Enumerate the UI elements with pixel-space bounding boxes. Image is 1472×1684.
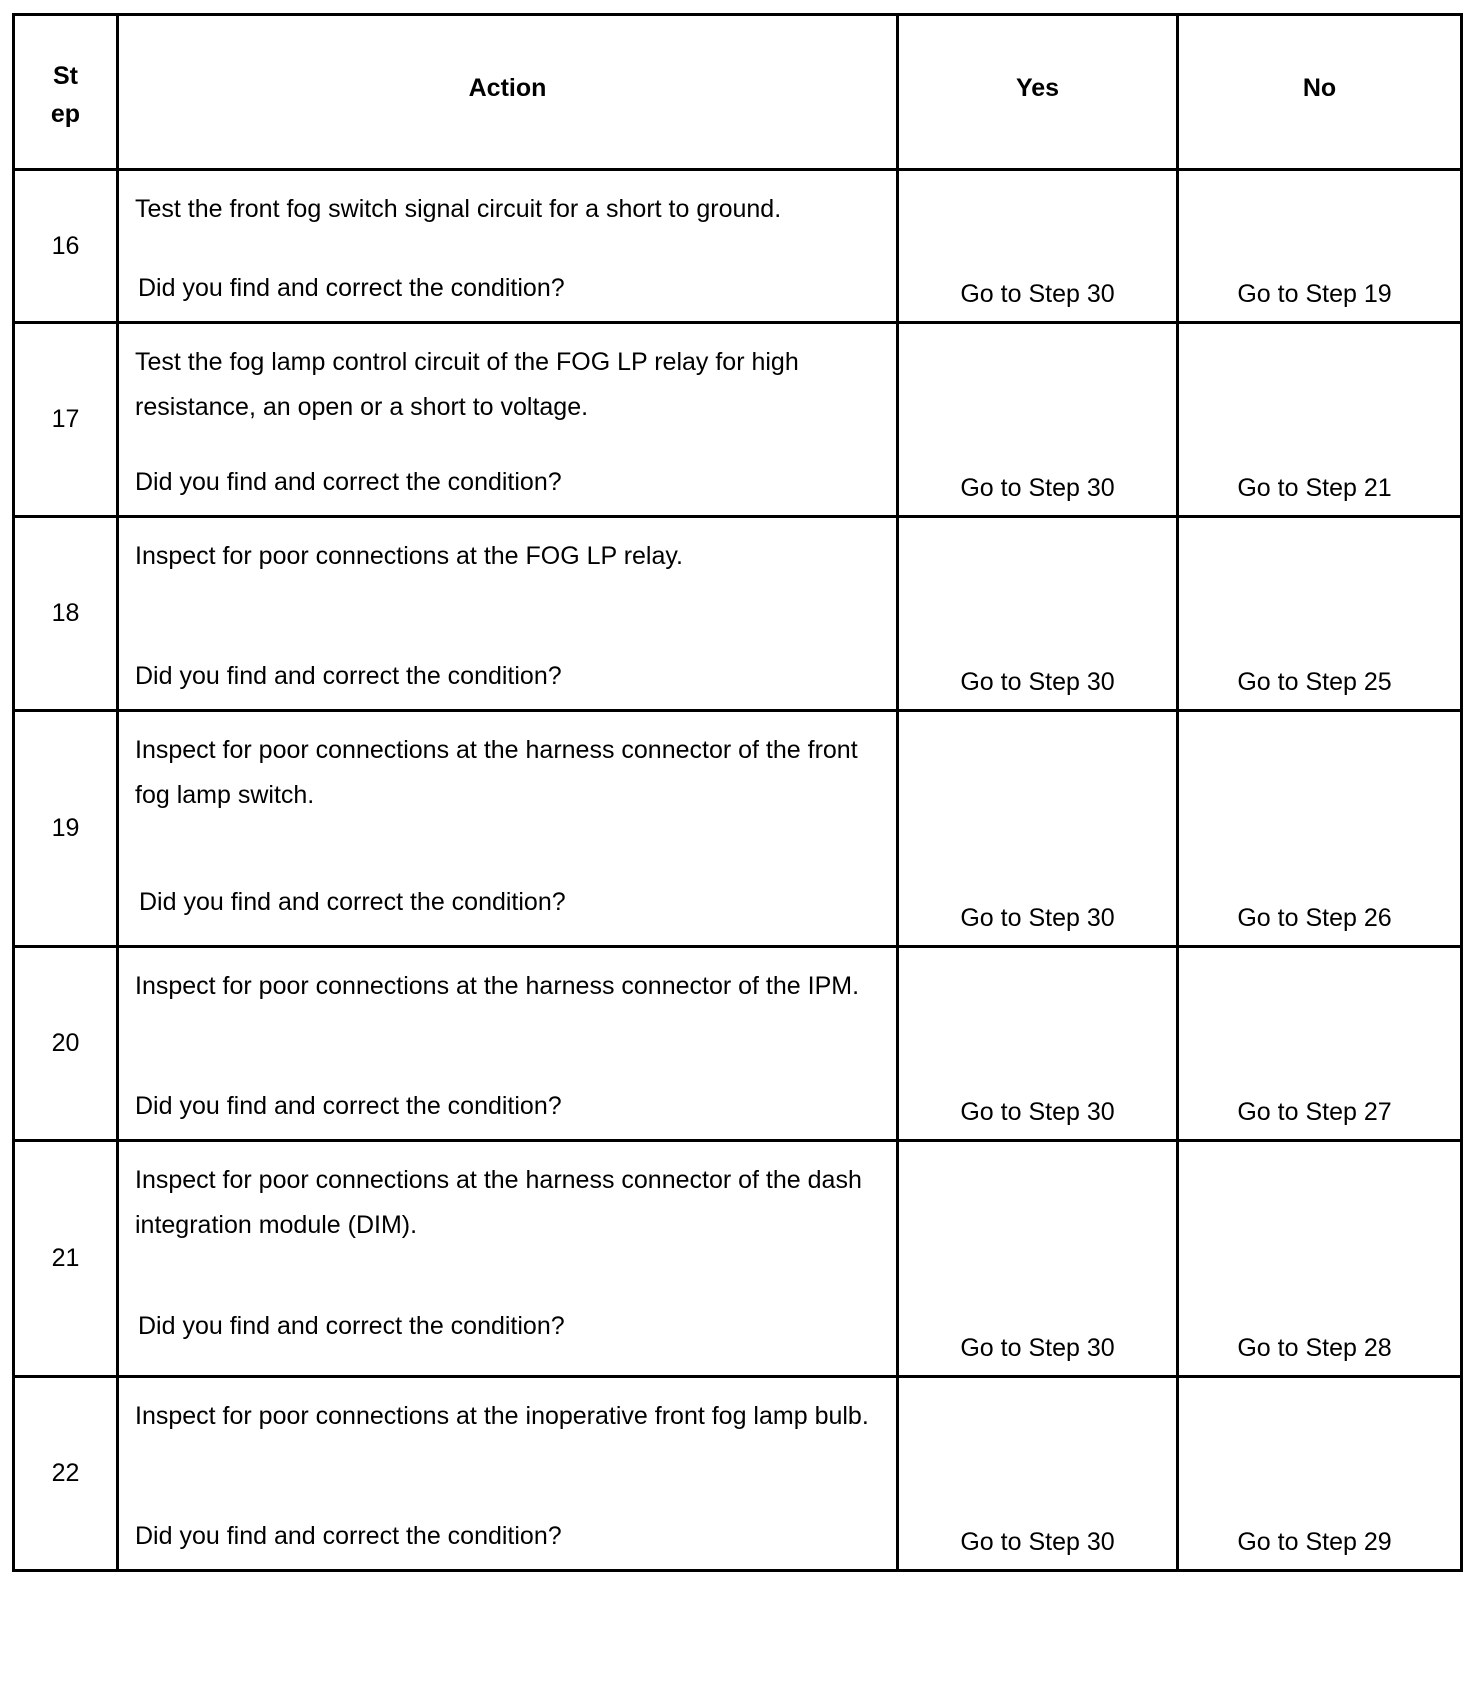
yes-result: Go to Step 30 [898, 1141, 1178, 1377]
table-row [14, 517, 1462, 711]
yes-result: Go to Step 30 [898, 1377, 1178, 1571]
table-row [14, 1377, 1462, 1571]
step-number: 18 [14, 517, 118, 711]
header-action: Action [118, 15, 898, 170]
table-row [14, 323, 1462, 517]
no-result: Go to Step 27 [1178, 947, 1462, 1141]
step-number: 16 [14, 170, 118, 323]
action-cell [118, 323, 898, 517]
no-result: Go to Step 26 [1178, 711, 1462, 947]
action-cell [118, 1141, 898, 1377]
no-result: Go to Step 29 [1178, 1377, 1462, 1571]
action-text: Test the fog lamp control circuit of the FOG LP relay for high resistance, an open or a short to voltage. [135, 348, 799, 421]
yes-result: Go to Step 30 [898, 711, 1178, 947]
action-question: Did you find and correct the condition? [139, 888, 566, 916]
no-result: Go to Step 19 [1178, 170, 1462, 323]
action-text: Test the front fog switch signal circuit for a short to ground. [135, 195, 782, 223]
action-question: Did you find and correct the condition? [135, 1522, 562, 1550]
yes-result: Go to Step 30 [898, 170, 1178, 323]
action-cell [118, 517, 898, 711]
no-result: Go to Step 25 [1178, 517, 1462, 711]
action-question: Did you find and correct the condition? [138, 1312, 565, 1340]
step-number: 17 [14, 323, 118, 517]
no-result: Go to Step 21 [1178, 323, 1462, 517]
step-number: 21 [14, 1141, 118, 1377]
diagnostic-table [12, 13, 1463, 1572]
yes-result: Go to Step 30 [898, 947, 1178, 1141]
action-cell [118, 711, 898, 947]
action-question: Did you find and correct the condition? [135, 468, 562, 496]
action-text: Inspect for poor connections at the inoperative front fog lamp bulb. [135, 1402, 869, 1430]
action-cell [118, 947, 898, 1141]
header-row [14, 15, 1462, 170]
header-step-line1: St [53, 62, 78, 90]
header-step [14, 15, 118, 170]
table-row [14, 1141, 1462, 1377]
action-cell [118, 170, 898, 323]
action-text: Inspect for poor connections at the harness connector of the IPM. [135, 972, 860, 1000]
step-number: 22 [14, 1377, 118, 1571]
action-text: Inspect for poor connections at the harness connector of the front fog lamp switch. [135, 736, 858, 809]
table-row [14, 170, 1462, 323]
table-row [14, 947, 1462, 1141]
step-number: 19 [14, 711, 118, 947]
action-cell [118, 1377, 898, 1571]
action-question: Did you find and correct the condition? [135, 662, 562, 690]
header-no: No [1178, 15, 1462, 170]
action-question: Did you find and correct the condition? [138, 274, 565, 302]
yes-result: Go to Step 30 [898, 517, 1178, 711]
action-question: Did you find and correct the condition? [135, 1092, 562, 1120]
table-row [14, 711, 1462, 947]
step-number: 20 [14, 947, 118, 1141]
action-text: Inspect for poor connections at the FOG LP relay. [135, 542, 683, 570]
no-result: Go to Step 28 [1178, 1141, 1462, 1377]
header-step-line2: ep [50, 100, 81, 128]
header-yes: Yes [898, 15, 1178, 170]
action-text: Inspect for poor connections at the harness connector of the dash integration module (DIM). [135, 1166, 862, 1239]
yes-result: Go to Step 30 [898, 323, 1178, 517]
